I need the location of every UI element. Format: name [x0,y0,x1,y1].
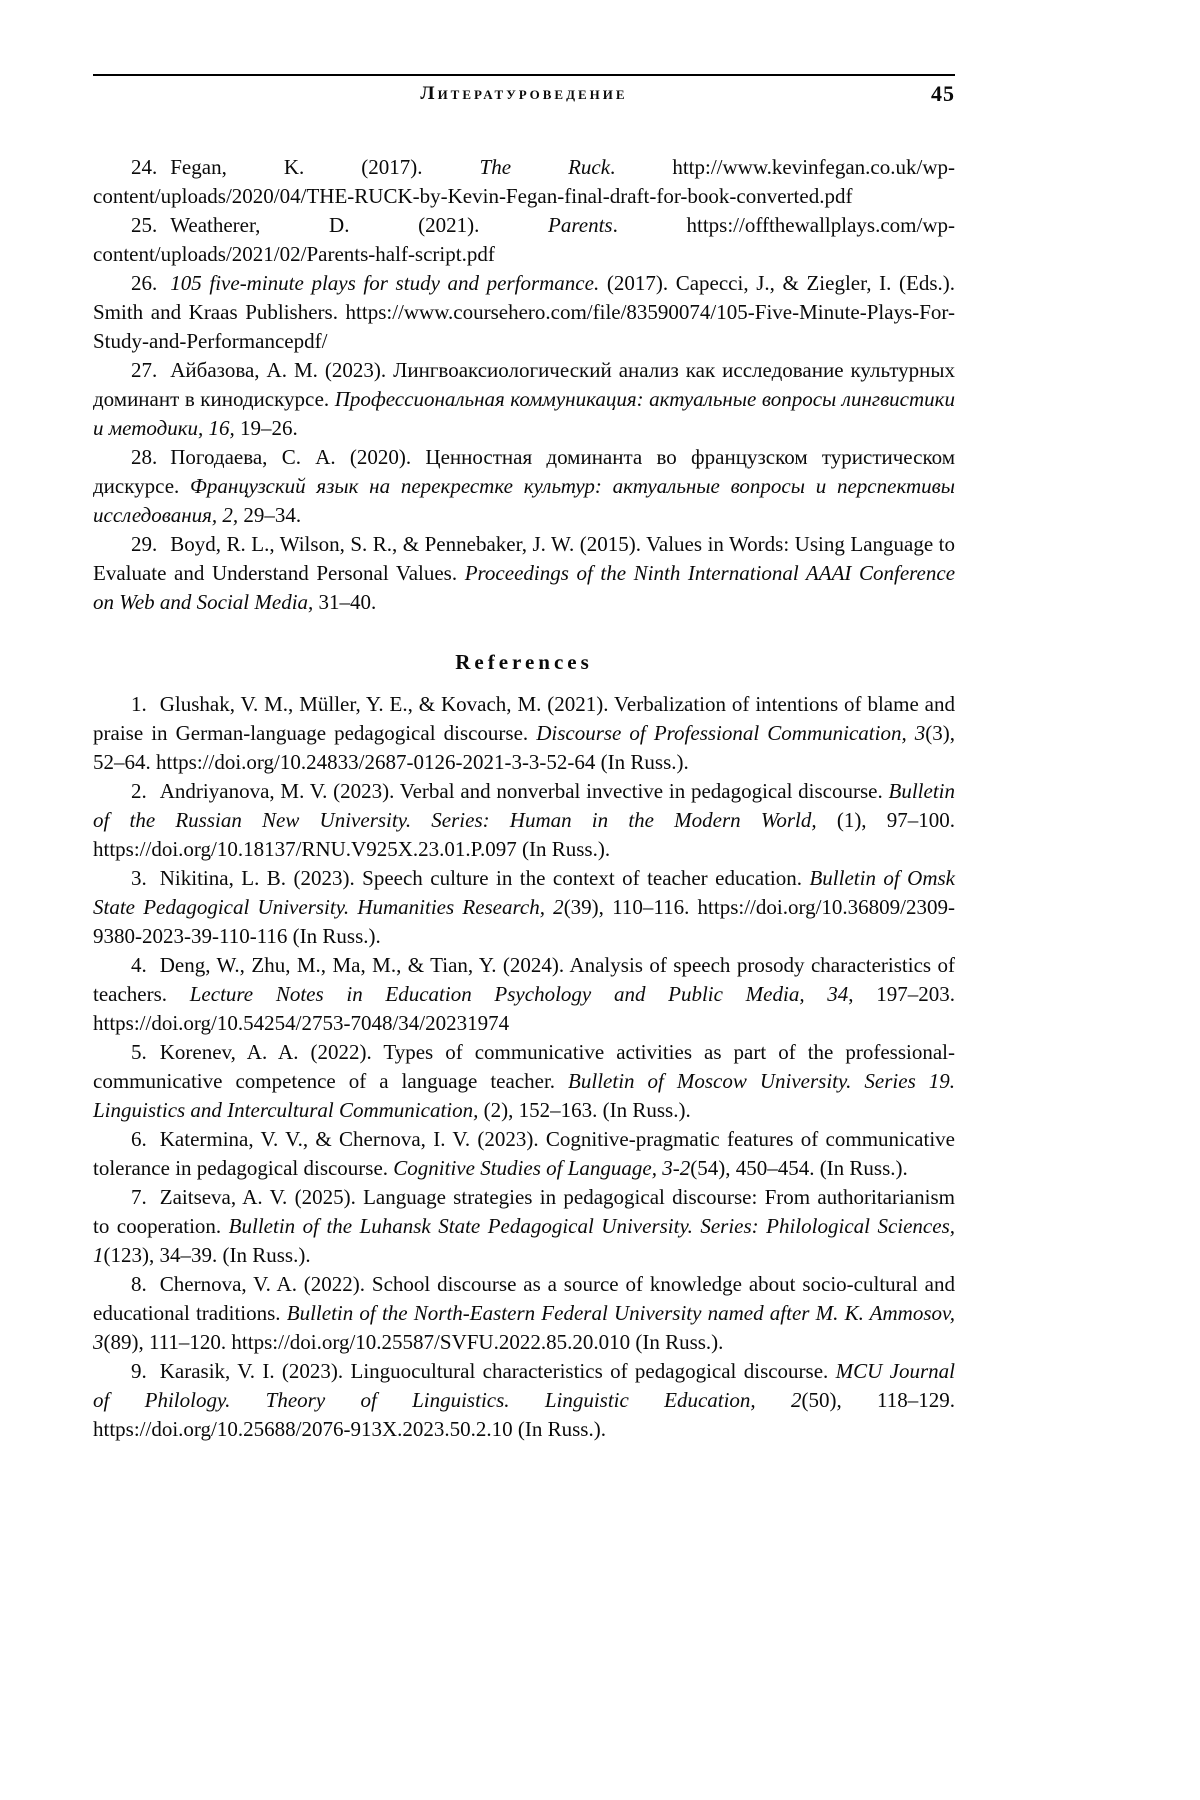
entry-text: Korenev, A. A. (2022). Types of communicative activities as part of the professional-communicative competence of a language teacher. [93,1040,955,1093]
entry-source-italic: Профессиональная коммуникация: актуальные вопросы лингвистики и методики, 16, [93,387,955,440]
entry-text: (50), 118–129. https://doi.org/10.25688/2076-913X.2023.50.2.10 (In Russ.). [93,1388,955,1441]
entry-number: 4. [131,953,147,977]
entry-text: Boyd, R. L., Wilson, S. R., & Pennebaker, J. W. (2015). Values in Words: Using Language to Evaluate and Understand Personal Values. [93,532,955,585]
reference-entry [93,443,955,530]
page-header [93,74,955,113]
entry-source-italic: Proceedings of the Ninth International AAAI Conference on Web and Social Media, [93,561,956,614]
entry-number: 8. [131,1272,147,1296]
reference-entry [93,1270,955,1357]
entry-text: (3), 52–64. https://doi.org/10.24833/2687-0126-2021-3-3-52-64 (In Russ.). [93,721,955,774]
reference-entry [93,1357,955,1444]
entry-source-italic: Bulletin of the North-Eastern Federal University named after M. K. Ammosov, 3 [93,1301,955,1354]
entry-source-italic: 105 five-minute plays for study and performance. [170,271,600,295]
entry-source-italic: Cognitive Studies of Language, 3-2 [393,1156,691,1180]
entry-text: 31–40. [313,590,377,614]
entry-text: Chernova, V. A. (2022). School discourse as a source of knowledge about socio-cultural and educational traditions. [93,1272,955,1325]
reference-entry [93,269,955,356]
entry-text: (2017). Capecci, J., & Ziegler, I. (Eds.). Smith and Kraas Publishers. https://www.coursehero.com/file/83590074/105-Five-Minute-Plays-For-Study-and-Performancepdf/ [93,271,955,353]
entry-source-italic: Parents [548,213,613,237]
reference-entry [93,1038,955,1125]
entry-number: 28. [131,445,158,469]
entry-text: Karasik, V. I. (2023). Linguocultural characteristics of pedagogical discourse. [159,1359,836,1383]
entry-source-italic: Bulletin of the Russian New University. Series: Human in the Modern World, [93,779,955,832]
entry-number: 5. [131,1040,147,1064]
entry-text: , 197–203. https://doi.org/10.54254/2753-7048/34/20231974 [93,982,955,1035]
entry-text: (123), 34–39. (In Russ.). [103,1243,311,1267]
reference-entry [93,951,955,1038]
entry-number: 27. [131,358,158,382]
entry-text: . http://www.kevinfegan.co.uk/wp-content/uploads/2020/04/THE-RUCK-by-Kevin-Fegan-final-draft-for-book-converted.pdf [93,155,955,208]
entry-text: Deng, W., Zhu, M., Ma, M., & Tian, Y. (2024). Analysis of speech prosody characteristics of teachers. [93,953,955,1006]
entry-text: 19–26. [234,416,298,440]
entry-text: 29–34. [238,503,302,527]
entry-number: 25. [131,213,158,237]
entry-number: 29. [131,532,158,556]
reference-entry [93,1183,955,1270]
reference-entry [93,864,955,951]
entry-source-italic: Bulletin of Moscow University. Series 19. Linguistics and Intercultural Communication, [93,1069,955,1122]
entry-text: (54), 450–454. (In Russ.). [690,1156,908,1180]
reference-entry [93,211,955,269]
reference-entry [93,530,955,617]
page-content [93,153,955,1444]
entry-number: 24. [131,155,158,179]
entry-text: Fegan, K. (2017). [170,155,480,179]
entry-number: 7. [131,1185,147,1209]
entry-text: (1), 97–100. https://doi.org/10.18137/RNU.V925X.23.01.P.097 (In Russ.). [93,808,955,861]
reference-entry [93,690,955,777]
reference-entry [93,153,955,211]
header-rule [93,74,955,76]
entry-source-italic: Bulletin of Omsk State Pedagogical University. Humanities Research, 2 [93,866,955,919]
entry-source-italic: Bulletin of the Luhansk State Pedagogical University. Series: Philological Sciences, 1 [93,1214,955,1267]
entry-source-italic: The Ruck [479,155,611,179]
running-title: Литературоведение [420,83,628,104]
references-list [93,690,955,1444]
entry-number: 3. [131,866,147,890]
entry-source-italic: MCU Journal of Philology. Theory of Linguistics. Linguistic Education, 2 [93,1359,955,1412]
entry-text: Погодаева, С. А. (2020). Ценностная доминанта во французском туристическом дискурсе. [93,445,955,498]
reference-entry [93,356,955,443]
entry-text: (2), 152–163. (In Russ.). [478,1098,691,1122]
entry-text: Weatherer, D. (2021). [170,213,549,237]
entry-text: Айбазова, А. М. (2023). Лингвоаксиологический анализ как исследование культурных доминант в кинодискурсе. [93,358,955,411]
entry-text: Andriyanova, M. V. (2023). Verbal and nonverbal invective in pedagogical discourse. [159,779,889,803]
document-page [93,0,955,1444]
entry-text: (89), 111–120. https://doi.org/10.25587/SVFU.2022.85.20.010 (In Russ.). [103,1330,724,1354]
entry-source-italic: Lecture Notes in Education Psychology and Public Media, 34 [189,982,849,1006]
entry-source-italic: Discourse of Professional Communication, 3 [536,721,926,745]
entry-text: Katermina, V. V., & Chernova, I. V. (2023). Cognitive-pragmatic features of communicative tolerance in pedagogical discourse. [93,1127,955,1180]
entry-source-italic: Французский язык на перекрестке культур: актуальные вопросы и перспективы исследования, 2, [93,474,955,527]
references-heading: References [455,650,593,674]
entry-text: (39), 110–116. https://doi.org/10.36809/2309-9380-2023-39-110-116 (In Russ.). [93,895,955,948]
entry-text: Nikitina, L. B. (2023). Speech culture in the context of teacher education. [159,866,810,890]
entry-number: 26. [131,271,158,295]
entry-number: 6. [131,1127,147,1151]
entry-text: Zaitseva, A. V. (2025). Language strategies in pedagogical discourse: From authoritarianism to cooperation. [93,1185,955,1238]
entry-text: . https://offthewallplays.com/wp-content/uploads/2021/02/Parents-half-script.pdf [93,213,955,266]
bibliography-list [93,153,955,617]
reference-entry [93,777,955,864]
entry-number: 9. [131,1359,147,1383]
entry-text: Glushak, V. M., Müller, Y. E., & Kovach, M. (2021). Verbalization of intentions of blame and praise in German-language pedagogical discourse. [93,692,955,745]
entry-number: 2. [131,779,147,803]
entry-number: 1. [131,692,147,716]
reference-entry [93,1125,955,1183]
page-number: 45 [931,81,955,106]
header-row [93,83,955,113]
